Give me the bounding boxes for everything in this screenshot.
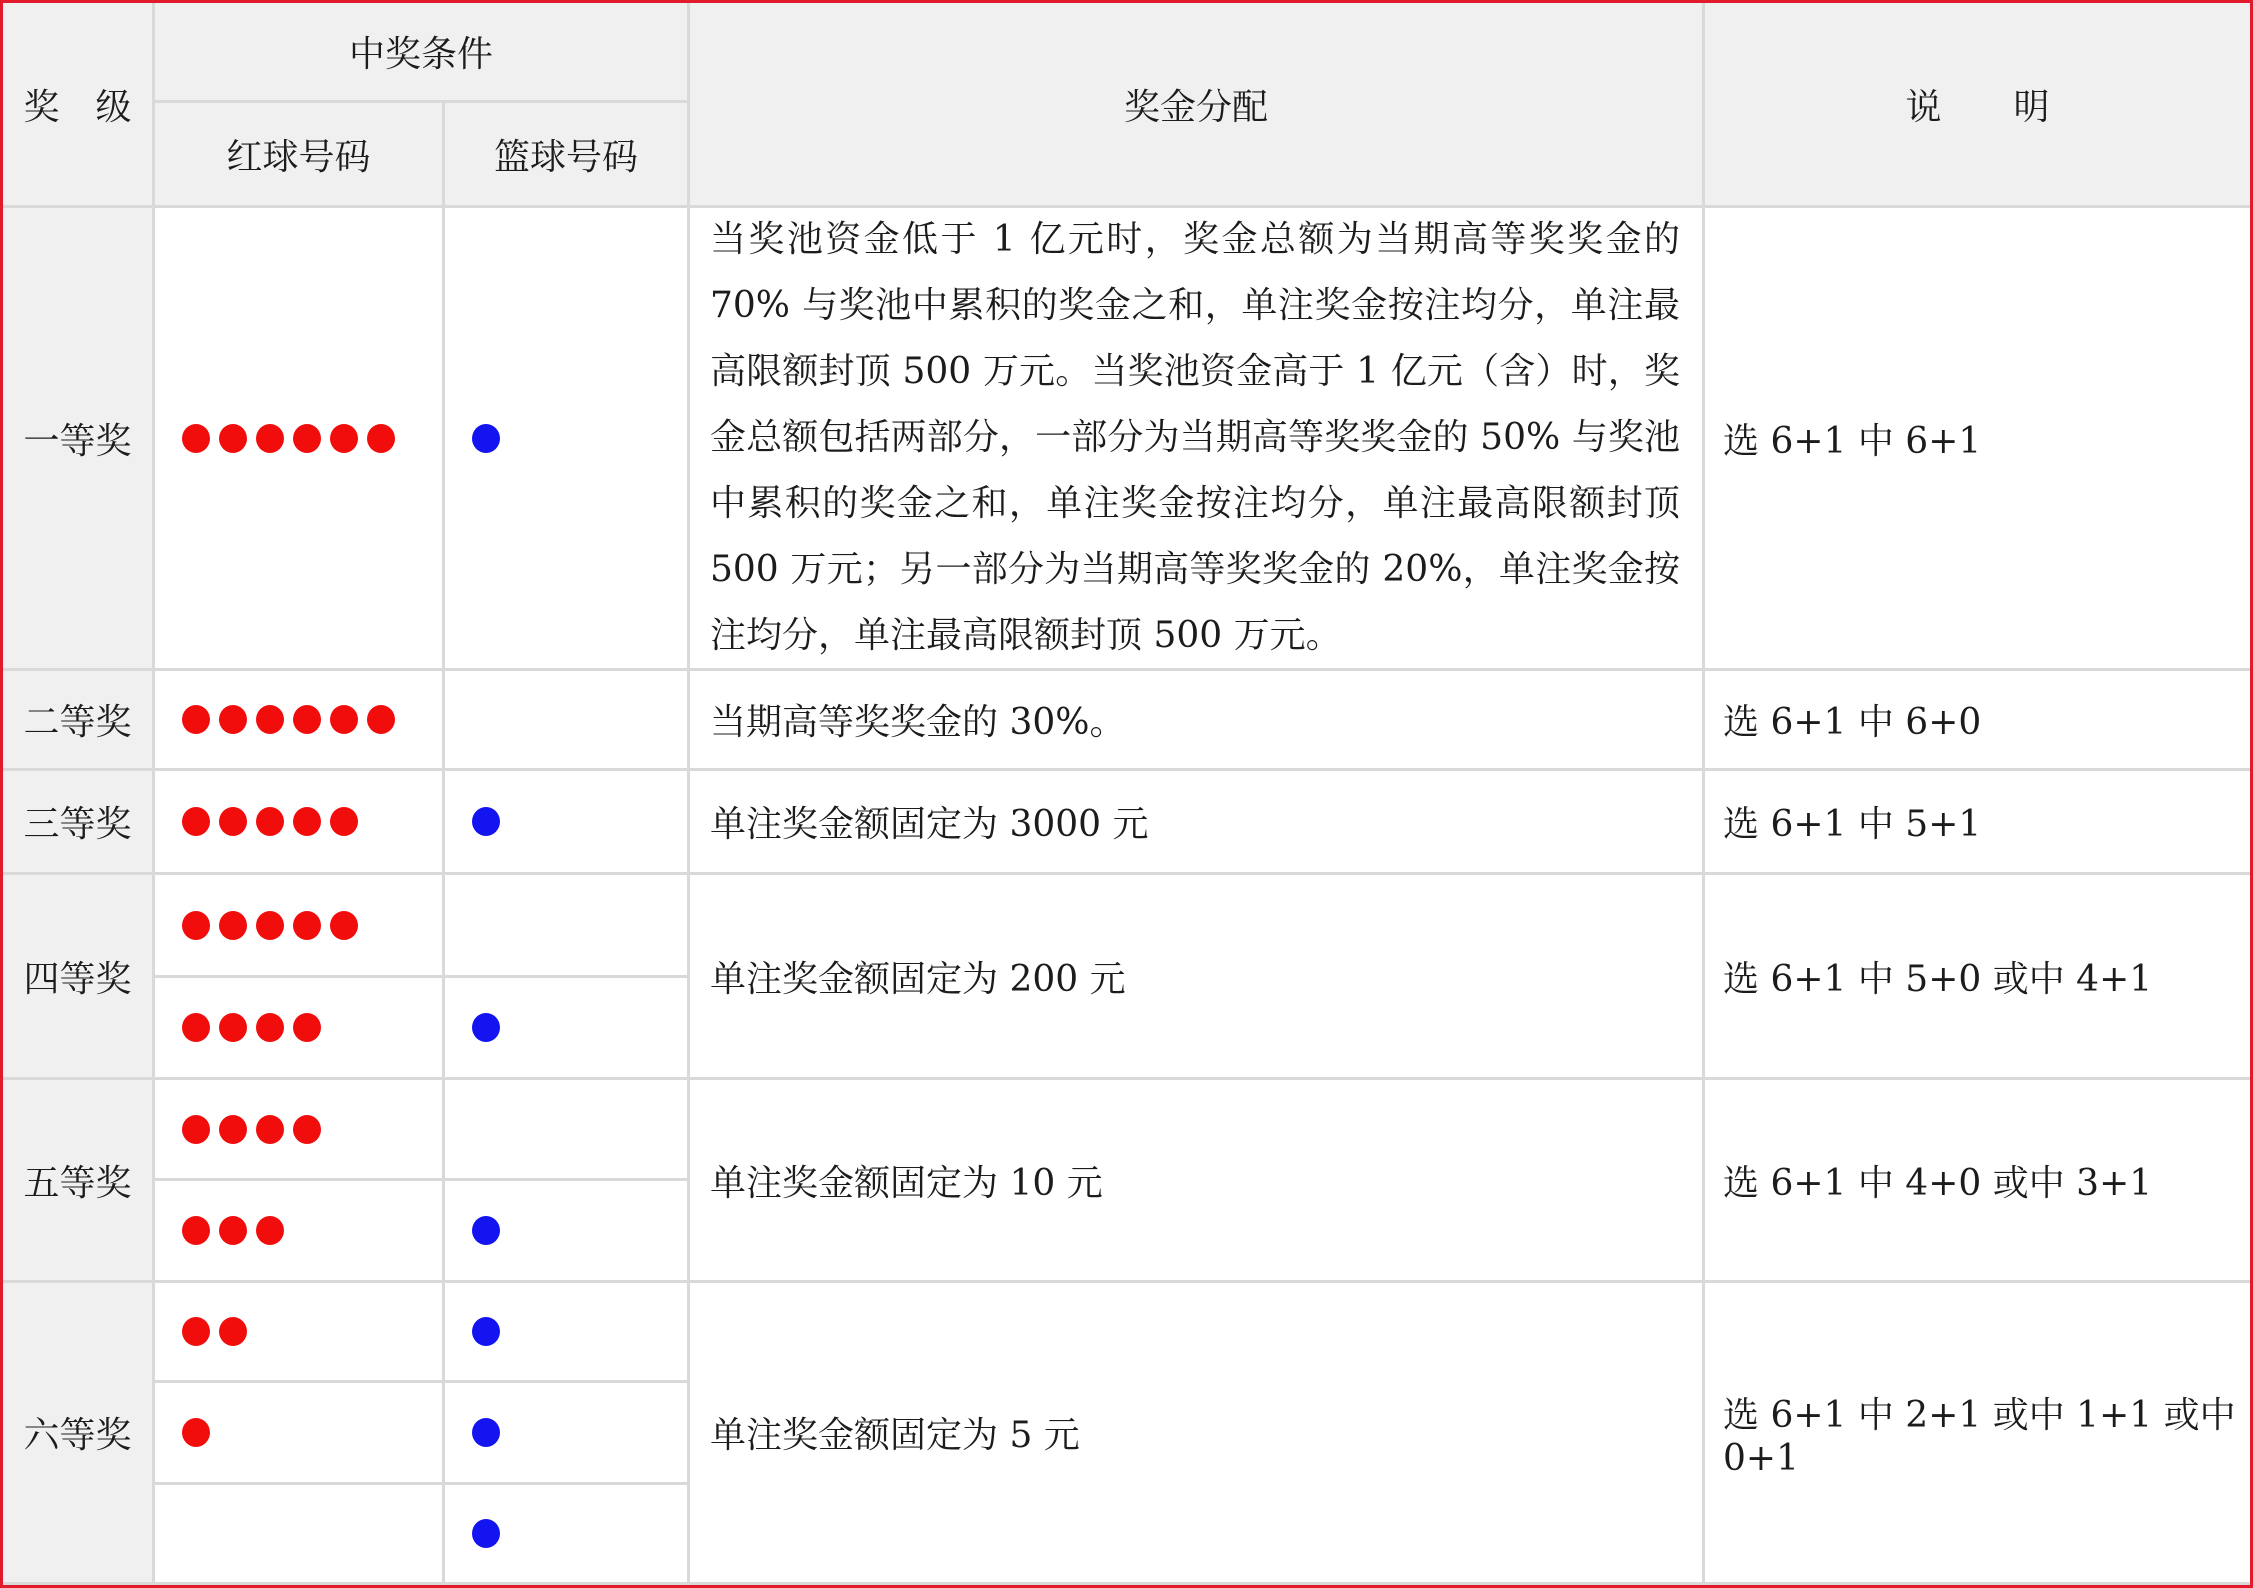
description-r3 — [1705, 771, 2250, 875]
prize-level-1-label: 一等奖 — [23, 420, 132, 462]
blue-ball-icon — [472, 1216, 500, 1245]
blue-ball-icon — [472, 1013, 500, 1042]
allocation-r5-text: 单注奖金额固定为 10 元 — [710, 1162, 1103, 1204]
red-ball-icon — [256, 424, 284, 453]
allocation-r3-text: 单注奖金额固定为 3000 元 — [710, 804, 1149, 845]
blue-balls-r6b — [445, 1383, 690, 1485]
red-ball-icon — [330, 705, 358, 734]
red-ball-icon — [367, 424, 395, 453]
red-ball-icon — [293, 1013, 321, 1042]
prize-level-2 — [3, 671, 155, 771]
red-ball-icon — [219, 1115, 247, 1144]
allocation-r5 — [690, 1080, 1705, 1283]
allocation-r6-text: 单注奖金额固定为 5 元 — [710, 1415, 1080, 1456]
col-header-prize-level — [3, 3, 155, 208]
red-balls-r6a — [155, 1283, 445, 1383]
red-ball-icon — [293, 807, 321, 836]
prize-level-5 — [3, 1080, 155, 1283]
red-ball-icon — [182, 705, 210, 734]
red-ball-icon — [293, 1115, 321, 1144]
red-balls-r5a — [155, 1080, 445, 1181]
allocation-r3 — [690, 771, 1705, 875]
red-ball-icon — [219, 1013, 247, 1042]
prize-level-2-label: 二等奖 — [23, 702, 132, 743]
description-r5 — [1705, 1080, 2250, 1283]
red-ball-icon — [293, 424, 321, 453]
prize-level-6-label: 六等奖 — [23, 1415, 132, 1456]
red-ball-icon — [330, 424, 358, 453]
blue-balls-r5a — [445, 1080, 690, 1181]
description-r1-text: 选 6+1 中 6+1 — [1723, 420, 1982, 462]
red-ball-icon — [330, 911, 358, 940]
red-ball-icon — [219, 424, 247, 453]
col-header-red-balls-label: 红球号码 — [226, 136, 371, 178]
description-r6 — [1705, 1283, 2250, 1585]
allocation-r2-text: 当期高等奖奖金的 30%。 — [710, 702, 1126, 743]
red-ball-icon — [182, 1216, 210, 1245]
red-balls-r1 — [155, 208, 445, 671]
red-ball-icon — [219, 807, 247, 836]
prize-level-3-label: 三等奖 — [23, 804, 132, 845]
red-ball-icon — [256, 705, 284, 734]
red-ball-icon — [182, 911, 210, 940]
col-header-red-balls — [155, 103, 445, 208]
red-ball-icon — [182, 1013, 210, 1042]
description-r2-text: 选 6+1 中 6+0 — [1723, 702, 1982, 743]
red-ball-icon — [293, 911, 321, 940]
blue-balls-r4a — [445, 875, 690, 978]
red-ball-icon — [182, 807, 210, 836]
blue-ball-icon — [472, 1317, 500, 1346]
red-ball-icon — [182, 1418, 210, 1447]
description-r3-text: 选 6+1 中 5+1 — [1723, 804, 1982, 845]
col-header-prize-level-label: 奖 级 — [23, 86, 132, 128]
allocation-r1 — [690, 208, 1705, 671]
col-header-description-label: 说 明 — [1905, 86, 2050, 128]
red-ball-icon — [182, 424, 210, 453]
prize-level-6 — [3, 1283, 155, 1585]
red-balls-r6c — [155, 1485, 445, 1585]
red-ball-icon — [182, 1115, 210, 1144]
red-ball-icon — [256, 1216, 284, 1245]
prize-level-4-label: 四等奖 — [23, 958, 132, 1000]
blue-ball-icon — [472, 424, 500, 453]
red-balls-r3 — [155, 771, 445, 875]
red-balls-r6b — [155, 1383, 445, 1485]
description-r5-text: 选 6+1 中 4+0 或中 3+1 — [1723, 1162, 2153, 1204]
red-balls-r2 — [155, 671, 445, 771]
blue-ball-icon — [472, 1519, 500, 1548]
description-r6-text: 选 6+1 中 2+1 或中 1+1 或中 0+1 — [1723, 1394, 2236, 1479]
prize-level-3 — [3, 771, 155, 875]
allocation-r2 — [690, 671, 1705, 771]
blue-ball-icon — [472, 1418, 500, 1447]
red-ball-icon — [256, 1115, 284, 1144]
allocation-r1-text: 当奖池资金低于 1 亿元时，奖金总额为当期高等奖奖金的 70% 与奖池中累积的奖金之和，单注奖金按注均分，单注最高限额封顶 500 万元。当奖池资金高于 1 亿元（含）时，奖金总额包括两部分，一部分为当期高等奖奖金的 50% 与奖池中累积的奖金之和，单注奖金按注均分，单注最高限额封顶 500 万元；另一部分为当期高等奖奖金的 20%，单注奖金按注均分，单注最高限额封顶 500 万元。 — [710, 219, 1680, 656]
col-header-prize-allocation-label: 奖金分配 — [1123, 86, 1268, 128]
red-balls-r5b — [155, 1181, 445, 1283]
blue-balls-r2 — [445, 671, 690, 771]
red-balls-r4a — [155, 875, 445, 978]
description-r4 — [1705, 875, 2250, 1080]
blue-balls-r6a — [445, 1283, 690, 1383]
prize-table-grid — [3, 3, 2250, 1585]
blue-balls-r6c — [445, 1485, 690, 1585]
description-r2 — [1705, 671, 2250, 771]
red-ball-icon — [182, 1317, 210, 1346]
col-header-winning-condition-label: 中奖条件 — [348, 34, 493, 75]
prize-level-1 — [3, 208, 155, 671]
red-ball-icon — [367, 705, 395, 734]
col-header-blue-balls-label: 篮球号码 — [493, 136, 638, 178]
blue-balls-r1 — [445, 208, 690, 671]
red-ball-icon — [219, 911, 247, 940]
col-header-winning-condition — [155, 3, 690, 103]
prize-level-4 — [3, 875, 155, 1080]
blue-balls-r5b — [445, 1181, 690, 1283]
red-ball-icon — [219, 1317, 247, 1346]
red-balls-r4b — [155, 978, 445, 1080]
allocation-r4 — [690, 875, 1705, 1080]
red-ball-icon — [219, 1216, 247, 1245]
prize-level-5-label: 五等奖 — [23, 1162, 132, 1204]
red-ball-icon — [293, 705, 321, 734]
col-header-blue-balls — [445, 103, 690, 208]
blue-ball-icon — [472, 807, 500, 836]
allocation-r6 — [690, 1283, 1705, 1585]
col-header-description — [1705, 3, 2250, 208]
allocation-r4-text: 单注奖金额固定为 200 元 — [710, 958, 1126, 1000]
description-r4-text: 选 6+1 中 5+0 或中 4+1 — [1723, 958, 2153, 1000]
red-ball-icon — [219, 705, 247, 734]
blue-balls-r3 — [445, 771, 690, 875]
red-ball-icon — [330, 807, 358, 836]
red-ball-icon — [256, 911, 284, 940]
col-header-prize-allocation — [690, 3, 1705, 208]
red-ball-icon — [256, 1013, 284, 1042]
red-ball-icon — [256, 807, 284, 836]
description-r1 — [1705, 208, 2250, 671]
blue-balls-r4b — [445, 978, 690, 1080]
